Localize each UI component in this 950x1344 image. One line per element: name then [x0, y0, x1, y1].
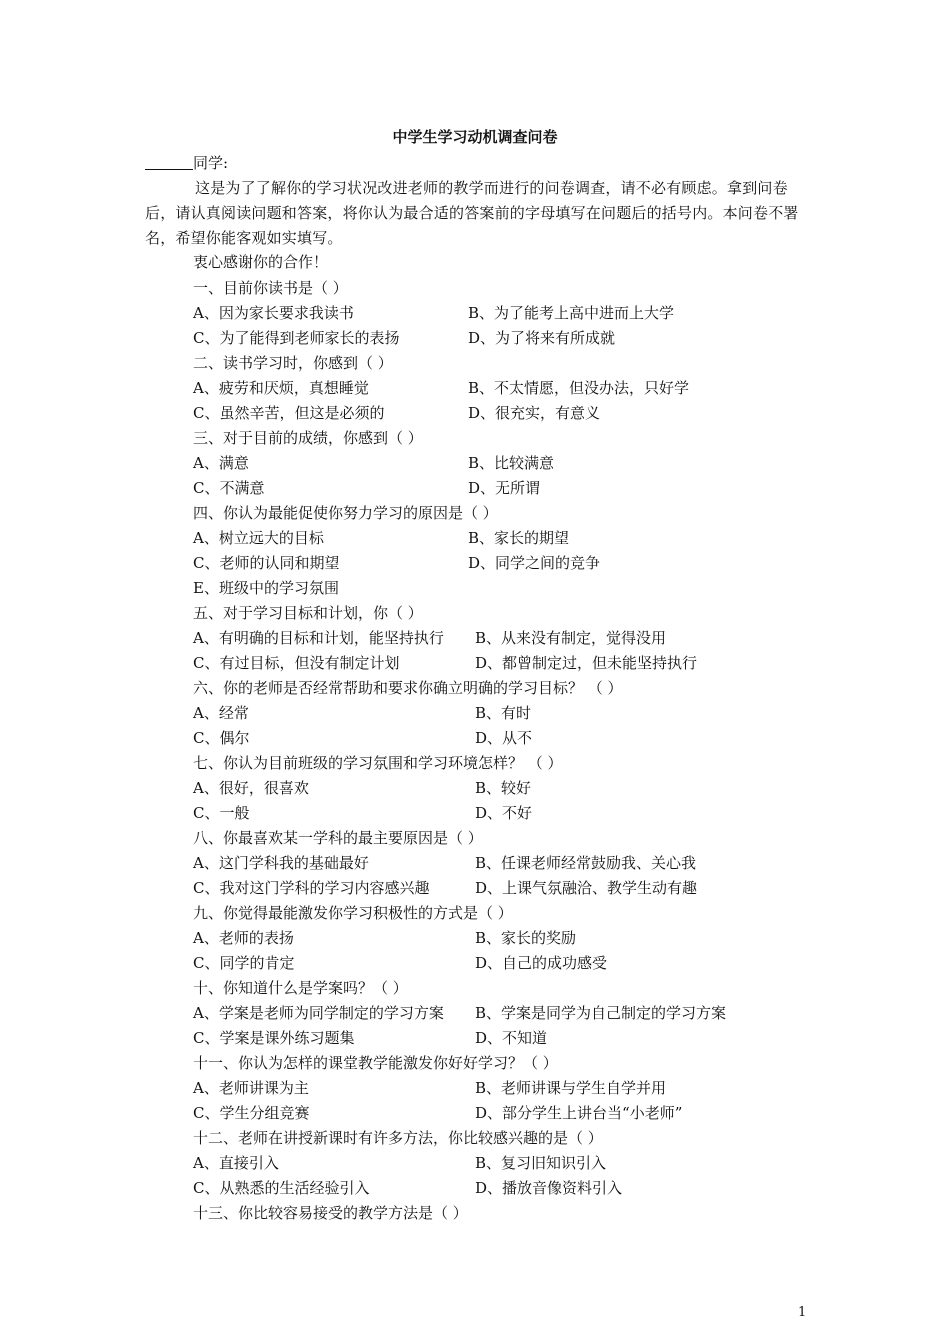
intro-paragraph: 这是为了了解你的学习状况改进老师的教学而进行的问卷调查，请不必有顾虑。拿到问卷后，请认真阅读问题和答案，将你认为最合适的答案前的字母填写在问题后的括号内。本问卷不署名，希望你能客观如实填写。 [145, 179, 799, 247]
question-text: 九、你觉得最能激发你学习积极性的方式是（ ） [193, 904, 513, 922]
option-b: D、不好 [475, 804, 533, 822]
question-text: 七、你认为目前班级的学习氛围和学习环境怎样？ （ ） [193, 754, 563, 772]
option-a: A、老师讲课为主 [193, 1079, 309, 1097]
question-text: 五、对于学习目标和计划，你（ ） [193, 604, 423, 622]
option-a: C、老师的认同和期望 [193, 554, 340, 572]
option-a: A、直接引入 [193, 1154, 279, 1172]
page-number: 1 [798, 1305, 807, 1320]
option-b: B、有时 [475, 704, 532, 722]
option-b: B、为了能考上高中进而上大学 [468, 304, 675, 322]
document-title: 中学生学习动机调查问卷 [392, 128, 558, 146]
option-row [193, 726, 833, 751]
option-row [193, 801, 833, 826]
option-row [193, 526, 833, 551]
option-a: A、疲劳和厌烦，真想睡觉 [193, 379, 369, 397]
option-row [193, 1151, 833, 1176]
option-b: B、比较满意 [468, 454, 555, 472]
option-a: A、学案是老师为同学制定的学习方案 [193, 1004, 444, 1022]
option-b: B、家长的期望 [468, 529, 570, 547]
option-a: C、有过目标，但没有制定计划 [193, 654, 400, 672]
question-text: 十二、老师在讲授新课时有许多方法，你比较感兴趣的是（ ） [193, 1129, 603, 1147]
option-a: A、经常 [193, 704, 249, 722]
option-row [193, 926, 833, 951]
option-row [193, 701, 833, 726]
option-b: D、不知道 [475, 1029, 548, 1047]
question-text: 一、目前你读书是（ ） [193, 279, 348, 297]
option-row [193, 401, 833, 426]
question-text: 二、读书学习时，你感到（ ） [193, 354, 393, 372]
option-b: B、学案是同学为自己制定的学习方案 [475, 1004, 727, 1022]
option-b: D、都曾制定过，但未能坚持执行 [475, 654, 698, 672]
option-a: A、满意 [193, 454, 249, 472]
option-a: C、一般 [193, 804, 250, 822]
option-b: D、无所谓 [468, 479, 541, 497]
option-row [193, 1101, 833, 1126]
option-b: D、从不 [475, 729, 533, 747]
question-text: 六、你的老师是否经常帮助和要求你确立明确的学习目标？ （ ） [193, 679, 623, 697]
option-b: D、播放音像资料引入 [475, 1179, 623, 1197]
option-a: C、同学的肯定 [193, 954, 295, 972]
question-text: 十、你知道什么是学案吗？（ ） [193, 979, 408, 997]
question-text: 十三、你比较容易接受的教学方法是（ ） [193, 1204, 468, 1222]
option-a: A、树立远大的目标 [193, 529, 324, 547]
option-a: C、从熟悉的生活经验引入 [193, 1179, 370, 1197]
option-a: C、为了能得到老师家长的表扬 [193, 329, 400, 347]
option-a: C、偶尔 [193, 729, 250, 747]
option-b: B、从来没有制定，觉得没用 [475, 629, 667, 647]
question-text: 八、你最喜欢某一学科的最主要原因是（ ） [193, 829, 483, 847]
option-row [193, 451, 833, 476]
option-a: C、我对这门学科的学习内容感兴趣 [193, 879, 430, 897]
option-b: D、为了将来有所成就 [468, 329, 616, 347]
salutation-text: 同学: [193, 154, 229, 172]
option-row [193, 326, 833, 351]
question-text: 三、对于目前的成绩，你感到（ ） [193, 429, 423, 447]
question-list [193, 276, 833, 1226]
option-row [193, 551, 833, 576]
option-row [193, 951, 833, 976]
option-b: B、家长的奖励 [475, 929, 577, 947]
option-b: B、复习旧知识引入 [475, 1154, 607, 1172]
option-b: B、较好 [475, 779, 532, 797]
option-row [193, 876, 833, 901]
option-b: D、同学之间的竞争 [468, 554, 601, 572]
question-text: 十一、你认为怎样的课堂教学能激发你好好学习？（ ） [193, 1054, 558, 1072]
option-a: A、这门学科我的基础最好 [193, 854, 369, 872]
option-b: D、很充实，有意义 [468, 404, 601, 422]
option-row [193, 1076, 833, 1101]
option-row [193, 576, 833, 601]
option-b: D、部分学生上讲台当“小老师” [475, 1104, 683, 1122]
option-b: B、任课老师经常鼓励我、关心我 [475, 854, 697, 872]
question-text: 四、你认为最能促使你努力学习的原因是（ ） [193, 504, 498, 522]
option-row [193, 1001, 833, 1026]
option-a: A、因为家长要求我读书 [193, 304, 354, 322]
option-row [193, 626, 833, 651]
option-b: B、不太情愿，但没办法，只好学 [468, 379, 690, 397]
option-row [193, 851, 833, 876]
option-row [193, 651, 833, 676]
option-row [193, 376, 833, 401]
option-row [193, 1176, 833, 1201]
option-a: C、学生分组竞赛 [193, 1104, 310, 1122]
option-a: A、很好，很喜欢 [193, 779, 309, 797]
option-b: D、上课气氛融洽、教学生动有趣 [475, 879, 698, 897]
salutation [145, 152, 228, 173]
option-a: C、虽然辛苦，但这是必须的 [193, 404, 385, 422]
option-row [193, 1026, 833, 1051]
option-b: D、自己的成功感受 [475, 954, 608, 972]
option-b: B、老师讲课与学生自学并用 [475, 1079, 667, 1097]
name-blank [145, 155, 193, 170]
option-row [193, 301, 833, 326]
option-a: A、有明确的目标和计划，能坚持执行 [193, 629, 444, 647]
option-a: E、班级中的学习氛围 [193, 579, 339, 597]
thanks-line: 衷心感谢你的合作！ [193, 253, 329, 271]
option-a: C、学案是课外练习题集 [193, 1029, 355, 1047]
option-a: A、老师的表扬 [193, 929, 294, 947]
option-a: C、不满意 [193, 479, 265, 497]
option-row [193, 776, 833, 801]
option-row [193, 476, 833, 501]
